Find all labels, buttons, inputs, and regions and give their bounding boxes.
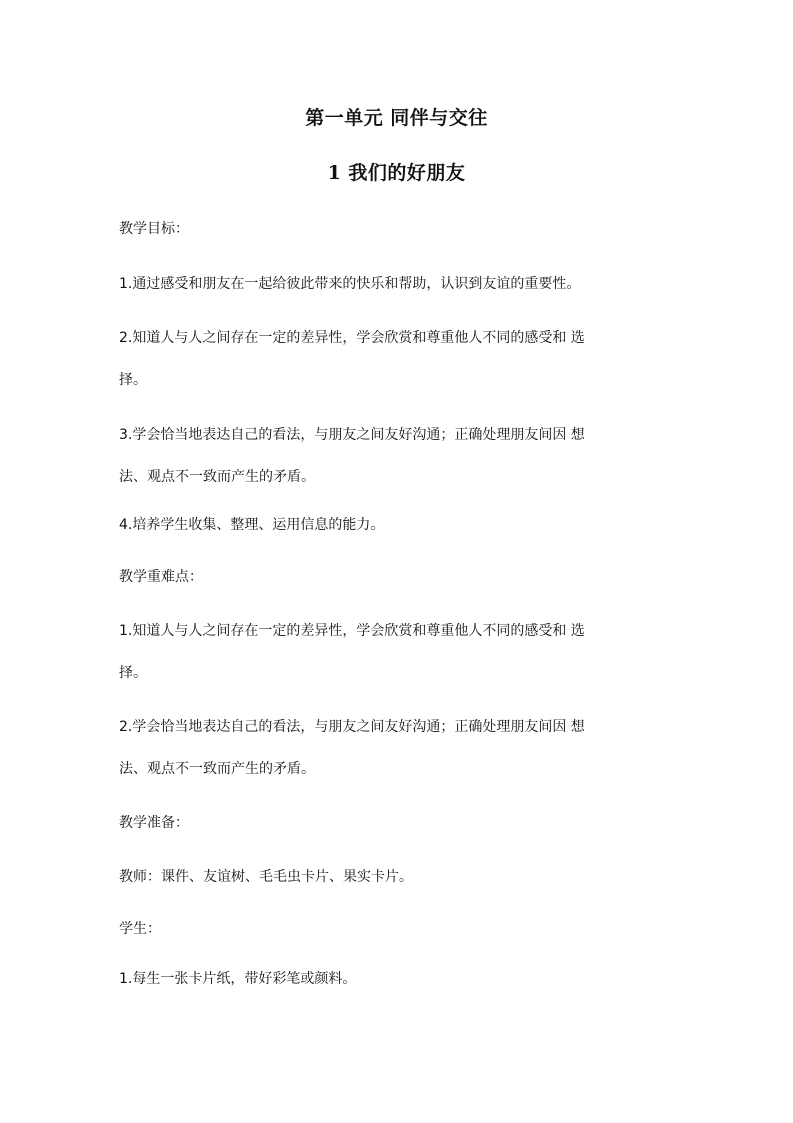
teacher-preparation: 教师：课件、友谊树、毛毛虫卡片、果实卡片。: [119, 869, 413, 885]
student-heading: 学生：: [119, 921, 161, 937]
objective-3-line-2: 法、观点不一致而产生的矛盾。: [119, 469, 315, 485]
lesson-title: 1 我们的好朋友: [327, 162, 466, 184]
objective-3-line-1: 3.学会恰当地表达自己的看法，与朋友之间友好沟通；正确处理朋友间因 想: [119, 427, 585, 443]
objective-2-line-2: 择。: [119, 372, 147, 388]
student-preparation-1: 1.每生一张卡片纸，带好彩笔或颜料。: [119, 971, 357, 987]
key-point-2-line-1: 2.学会恰当地表达自己的看法，与朋友之间友好沟通；正确处理朋友间因 想: [119, 719, 585, 735]
objective-4: 4.培养学生收集、整理、运用信息的能力。: [119, 517, 385, 533]
key-point-1-line-2: 择。: [119, 665, 147, 681]
key-point-1-line-1: 1.知道人与人之间存在一定的差异性，学会欣赏和尊重他人不同的感受和 选: [119, 623, 585, 639]
objective-1: 1.通过感受和朋友在一起给彼此带来的快乐和帮助，认识到友谊的重要性。: [119, 276, 581, 292]
key-point-2-line-2: 法、观点不一致而产生的矛盾。: [119, 761, 315, 777]
section-heading-key-points: 教学重难点：: [119, 569, 203, 585]
unit-title: 第一单元 同伴与交往: [305, 107, 488, 129]
section-heading-preparation: 教学准备：: [119, 815, 189, 831]
objective-2-line-1: 2.知道人与人之间存在一定的差异性，学会欣赏和尊重他人不同的感受和 选: [119, 330, 585, 346]
section-heading-objectives: 教学目标：: [119, 221, 189, 237]
